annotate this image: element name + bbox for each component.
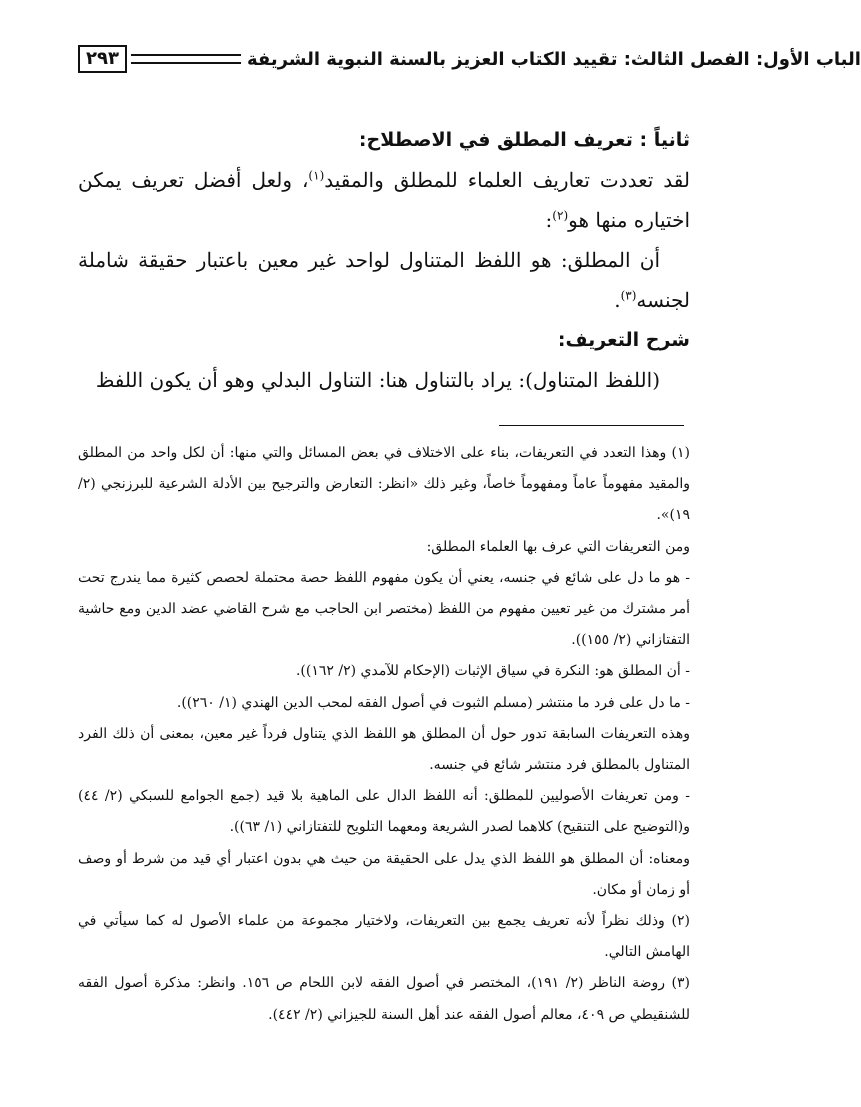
footnote-line: ومعناه: أن المطلق هو اللفظ الذي يدل على الحقيقة من حيث هي بدون اعتبار أي قيد من شرط أو وصف أو زمان أو مكان. (78, 850, 690, 898)
footnote-1: (١) وهذا التعدد في التعريفات، بناء على الاختلاف في بعض المسائل والتي منها: أن لكل واحد من المطلق والمقيد مفهوماً عاماً ومفهوماً خاصاً، وغير ذلك «انظر: التعارض والترجيح بين الأدلة الشرعية للبرزنجي (٢/ ١٩)». (78, 445, 690, 524)
footnote-ref-3: (٣) (620, 288, 637, 303)
footnote-separator (499, 425, 684, 426)
footnote-line: - هو ما دل على شائع في جنسه، يعني أن يكون مفهوم اللفظ حصة محتملة لحصص كثيرة مما يندرج تحت أمر مشترك من غير تعيين مفهوم من اللفظ (مختصر ابن الحاجب مع شرح القاضي عضد الدين ومع حاشية التفتازاني (٢/ ١٥٥)). (78, 569, 690, 649)
paragraph-1 (78, 160, 690, 240)
footnote-line: وهذه التعريفات السابقة تدور حول أن المطلق هو اللفظ الذي يتناول فرداً غير معين، بمعنى أن ذلك الفرد المتناول بالمطلق فرد منتشر شائع في جنسه. (78, 725, 690, 774)
footnote-ref-2: (٢) (552, 208, 569, 223)
footnote-3: (٣) روضة الناظر (٢/ ١٩١)، المختصر في أصول الفقه لابن اللحام ص ١٥٦. وانظر: مذكرة أصول الفقه للشنقيطي ص ٤٠٩، معالم أصول الفقه عند أهل السنة للجيزاني (٢/ ٤٤٢). (78, 975, 691, 1023)
paragraph-1-part-b: ، ولعل أفضل تعريف يمكن اختياره منها هو (78, 168, 690, 232)
footnote-2: (٢) وذلك نظراً لأنه تعريف يجمع بين التعريفات، ولاختيار مجموعة من علماء الأصول له كما سيأتي في الهامش التالي. (78, 913, 690, 961)
paragraph-1-part-a: لقد تعددت تعاريف العلماء للمطلق والمقيد (324, 168, 690, 192)
subsection-heading: شرح التعريف: (557, 329, 690, 351)
section-heading: ثانياً : تعريف المطلق في الاصطلاح: (358, 129, 690, 151)
footnote-line: - ما دل على فرد ما منتشر (مسلم الثبوت في أصول الفقه لمحب الدين الهندي (١/ ٢٦٠)). (176, 694, 690, 711)
footnotes (78, 438, 690, 1031)
paragraph-1-part-c: : (545, 208, 553, 232)
header-rule (131, 54, 241, 64)
page-number: ٢٩٣ (78, 45, 127, 73)
paragraph-3: (اللفظ المتناول): يراد بالتناول هنا: التناول البدلي وهو أن يكون اللفظ (95, 368, 660, 392)
footnote-line: - أن المطلق هو: النكرة في سياق الإثبات (الإحكام للآمدي (٢/ ١٦٢)). (295, 663, 690, 680)
running-title: الباب الأول: الفصل الثالث: تقييد الكتاب العزيز بالسنة النبوية الشريفة (246, 48, 861, 70)
paragraph-2 (78, 240, 690, 320)
footnote-line: ومن التعريفات التي عرف بها العلماء المطلق: (426, 538, 690, 555)
paragraph-2-part-b: . (614, 288, 621, 312)
paragraph-2-part-a: أن المطلق: هو اللفظ المتناول لواحد غير معين باعتبار حقيقة شاملة لجنسه (78, 248, 690, 312)
footnote-line: - ومن تعريفات الأصوليين للمطلق: أنه اللفظ الدال على الماهية بلا قيد (جمع الجوامع للسبكي (٢/ ٤٤) و(التوضيح على التنقيح) كلاهما لصدر الشريعة ومعهما التلويح للتفتازاني (١/ ٦٣)). (78, 788, 690, 836)
footnote-ref-1: (١) (308, 168, 325, 183)
running-header (78, 42, 861, 76)
main-text (78, 120, 690, 400)
